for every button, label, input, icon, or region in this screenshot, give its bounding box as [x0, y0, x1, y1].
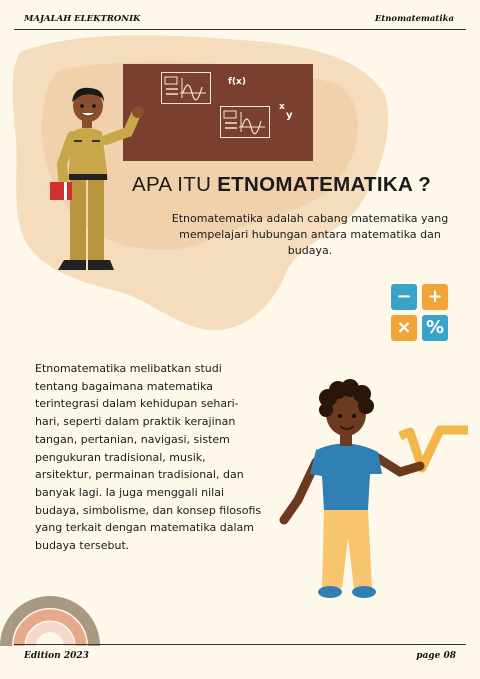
magazine-title: MAJALAH ELEKTRONIK — [24, 14, 141, 24]
graph-icon — [162, 73, 210, 103]
graph-icon — [221, 107, 269, 137]
minus-key-icon: − — [391, 284, 417, 310]
x-label: x — [279, 102, 285, 112]
title-lead: APA ITU — [132, 173, 218, 196]
graph-card-bottom — [220, 106, 270, 138]
title-strong: ETNOMATEMATIKA ? — [217, 173, 432, 196]
times-key-icon: × — [391, 315, 417, 341]
header-rule — [14, 29, 466, 30]
fx-label: f(x) — [228, 77, 246, 87]
student-illustration — [272, 370, 472, 610]
page-number: page 08 — [416, 651, 456, 661]
percent-key-icon: % — [422, 315, 448, 341]
calculator-icon — [391, 284, 449, 342]
plus-key-icon: + — [422, 284, 448, 310]
y-label: y — [286, 110, 293, 121]
graph-card-top — [161, 72, 211, 104]
intro-paragraph: Etnomatematika adalah cabang matematika yang mempelajari hubungan antara matematika dan budaya. — [171, 212, 449, 257]
section-title: Etnomatematika — [374, 14, 454, 24]
body-paragraph: Etnomatematika melibatkan studi tentang bagaimana matematika terintegrasi dalam kehidupan sehari- hari, seperti dalam praktik kerajinan tangan, pertanian, navigasi, sistem pengukuran tradisional, musik, arsitektur, permainan tradisional, dan banyak lagi. Ia juga menggali nilai budaya, simbolisme, dan konsep filosofis yang terkait dengan matematika dalam budaya tersebut. — [35, 362, 262, 553]
edition-label: Edition 2023 — [24, 651, 89, 661]
footer-rule — [14, 644, 466, 645]
rainbow-decoration — [0, 566, 100, 646]
page-title — [132, 173, 431, 197]
